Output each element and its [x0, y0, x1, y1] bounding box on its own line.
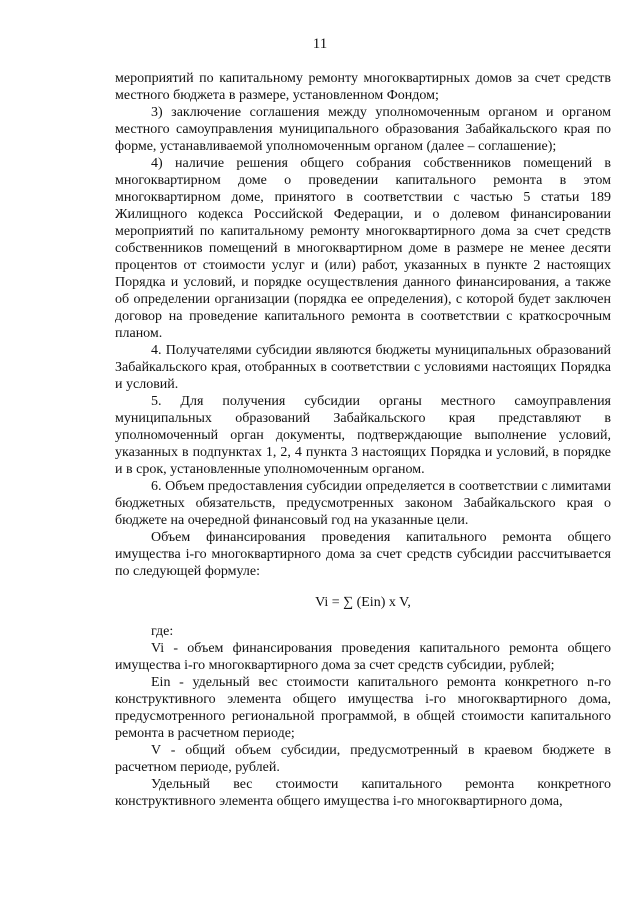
- paragraph-item-4: 4) наличие решения общего собрания собственников помещений в многоквартирном доме о проведении капитального ремонта в этом многоквартирном доме, принятого в соответствии с частью 5 статьи 189 Жилищного кодекса Российской Федерации, и о долевом финансировании мероприятий по капитальному ремонту многоквартирного дома за счет средств собственников помещений в многоквартирном доме в размере не менее десяти процентов от стоимости услуг и (или) работ, указанных в пункте 2 настоящих Порядка и условий, и порядке осуществления данного финансирования, а также об определении организации (порядка ее определения), с которой будет заключен договор на проведение капитального ремонта в соответствии с краткосрочным планом.: [115, 156, 611, 341]
- formula: Vi = ∑ (Ein) x V,: [315, 595, 411, 610]
- definition-ein: Ein - удельный вес стоимости капитального ремонта конкретного n-го конструктивного элемента общего имущества i-го многоквартирного дома, предусмотренного региональной программой, в общей стоимости капитального ремонта в расчетном периоде;: [115, 675, 611, 741]
- paragraph-formula-intro: Объем финансирования проведения капитального ремонта общего имущества i-го многоквартирного дома за счет средств субсидии рассчитывается по следующей формуле:: [115, 530, 611, 579]
- paragraph-clause-5: 5. Для получения субсидии органы местного самоуправления муниципальных образований Забайкальского края представляют в уполномоченный орган документы, подтверждающие выполнение условий, указанных в подпунктах 1, 2, 4 пункта 3 настоящих Порядка и условий, в порядке и в срок, установленные уполномоченным органом.: [115, 394, 611, 477]
- paragraph-clause-4: 4. Получателями субсидии являются бюджеты муниципальных образований Забайкальского края, отобранных в соответствии с условиями настоящих Порядка и условий.: [115, 343, 611, 392]
- paragraph-continuation: мероприятий по капитальному ремонту многоквартирных домов за счет средств местного бюджета в размере, установленном Фондом;: [115, 71, 611, 103]
- definition-v: V - общий объем субсидии, предусмотренный в краевом бюджете в расчетном периоде, рублей.: [115, 743, 611, 775]
- document-body: [115, 70, 611, 810]
- paragraph-specific-weight: Удельный вес стоимости капитального ремонта конкретного конструктивного элемента общего имущества i-го многоквартирного дома,: [115, 777, 611, 809]
- definition-vi: Vi - объем финансирования проведения капитального ремонта общего имущества i-го многоквартирного дома за счет средств субсидии, рублей;: [115, 641, 611, 673]
- page-number: 11: [312, 36, 328, 52]
- paragraph-item-3: 3) заключение соглашения между уполномоченным органом и органом местного самоуправления муниципального образования Забайкальского края по форме, устанавливаемой уполномоченным органом (далее – соглашение);: [115, 105, 611, 154]
- where-label: где:: [151, 624, 174, 639]
- paragraph-clause-6: 6. Объем предоставления субсидии определяется в соответствии с лимитами бюджетных обязательств, предусмотренных законом Забайкальского края о бюджете на очередной финансовый год на указанные цели.: [115, 479, 611, 528]
